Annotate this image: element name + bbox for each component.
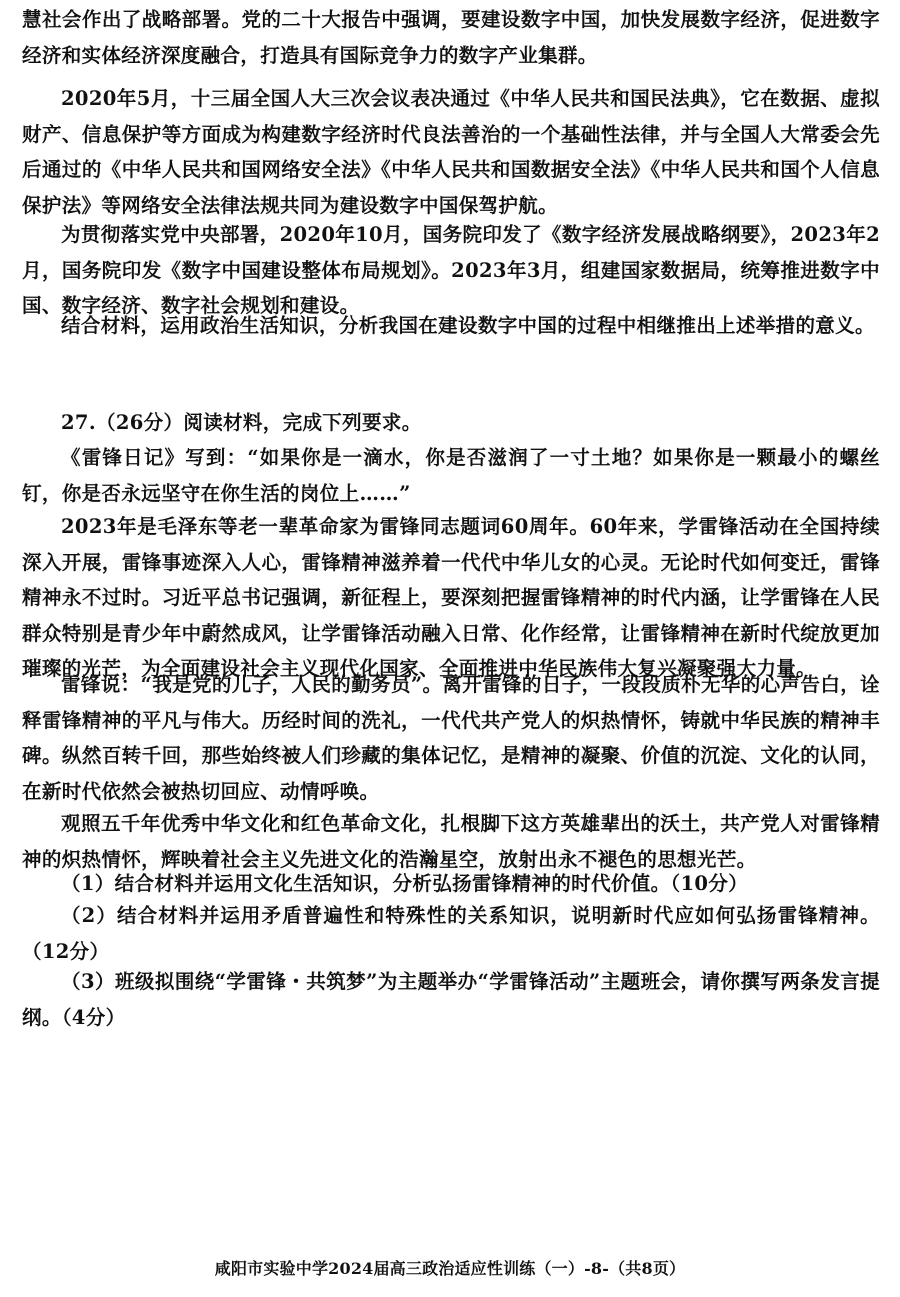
paragraph-state-council-plans: 为贯彻落实党中央部署，2020年10月，国务院印发了《数字经济发展战略纲要》，2023年2月，国务院印发《数字中国建设整体布局规划》。2023年3月，组建国家数据局，统筹推进数字中国、数字经济、数字社会规划和建设。	[22, 223, 880, 317]
question-27-part-2: （2）结合材料并运用矛盾普遍性和特殊性的关系知识，说明新时代应如何弘扬雷锋精神。（12分）	[22, 904, 880, 963]
question-27-part-3: （3）班级拟围绕“学雷锋・共筑梦”为主题举办“学雷锋活动”主题班会，请你撰写两条发言提纲。（4分）	[22, 970, 880, 1029]
paragraph-civil-code: 2020年5月，十三届全国人大三次会议表决通过《中华人民共和国民法典》，它在数据、虚拟财产、信息保护等方面成为构建数字经济时代良法善治的一个基础性法律，并与全国人大常委会先后通过的《中华人民共和国网络安全法》《中华人民共和国数据安全法》《中华人民共和国个人信息保护法》等网络安全法律法规共同为建设数字中国保驾护航。	[22, 87, 880, 217]
paragraph-leifeng-diary: 《雷锋日记》写到：“如果你是一滴水，你是否滋润了一寸土地？如果你是一颗最小的螺丝钉，你是否永远坚守在你生活的岗位上……”	[22, 446, 880, 505]
question-26-prompt: 结合材料，运用政治生活知识，分析我国在建设数字中国的过程中相继推出上述举措的意义。	[61, 314, 875, 337]
page-footer: 咸阳市实验中学2024届高三政治适应性训练（一）-8-（共8页）	[214, 1259, 686, 1278]
paragraph-culture-reflection: 观照五千年优秀中华文化和红色革命文化，扎根脚下这方英雄辈出的沃土，共产党人对雷锋精神的炽热情怀，辉映着社会主义先进文化的浩瀚星空，放射出永不褪色的思想光芒。	[22, 812, 880, 871]
paragraph-digital-china-intro: 慧社会作出了战略部署。党的二十大报告中强调，要建设数字中国，加快发展数字经济，促进数字经济和实体经济深度融合，打造具有国际竞争力的数字产业集群。	[22, 8, 880, 67]
paragraph-leifeng-60-years: 2023年是毛泽东等老一辈革命家为雷锋同志题词60周年。60年来，学雷锋活动在全国持续深入开展，雷锋事迹深入人心，雷锋精神滋养着一代代中华儿女的心灵。无论时代如何变迁，雷锋精神永不过时。习近平总书记强调，新征程上，要深刻把握雷锋精神的时代内涵，让学雷锋在人民群众特别是青少年中蔚然成风，让学雷锋活动融入日常、化作经常，让雷锋精神在新时代绽放更加璀璨的光芒，为全面建设社会主义现代化国家、全面推进中华民族伟大复兴凝聚强大力量。	[22, 515, 880, 680]
question-27-part-1: （1）结合材料并运用文化生活知识，分析弘扬雷锋精神的时代价值。（10分）	[61, 872, 749, 895]
paragraph-leifeng-quote: 雷锋说：“我是党的儿子，人民的勤务员”。离开雷锋的日子，一段段质朴无华的心声告白，诠释雷锋精神的平凡与伟大。历经时间的洗礼，一代代共产党人的炽热情怀，铸就中华民族的精神丰碑。纵然百转千回，那些始终被人们珍藏的集体记忆，是精神的凝聚、价值的沉淀、文化的认同，在新时代依然会被热切回应、动情呼唤。	[22, 673, 880, 803]
question-27-heading: 27.（26分）阅读材料，完成下列要求。	[61, 411, 422, 434]
